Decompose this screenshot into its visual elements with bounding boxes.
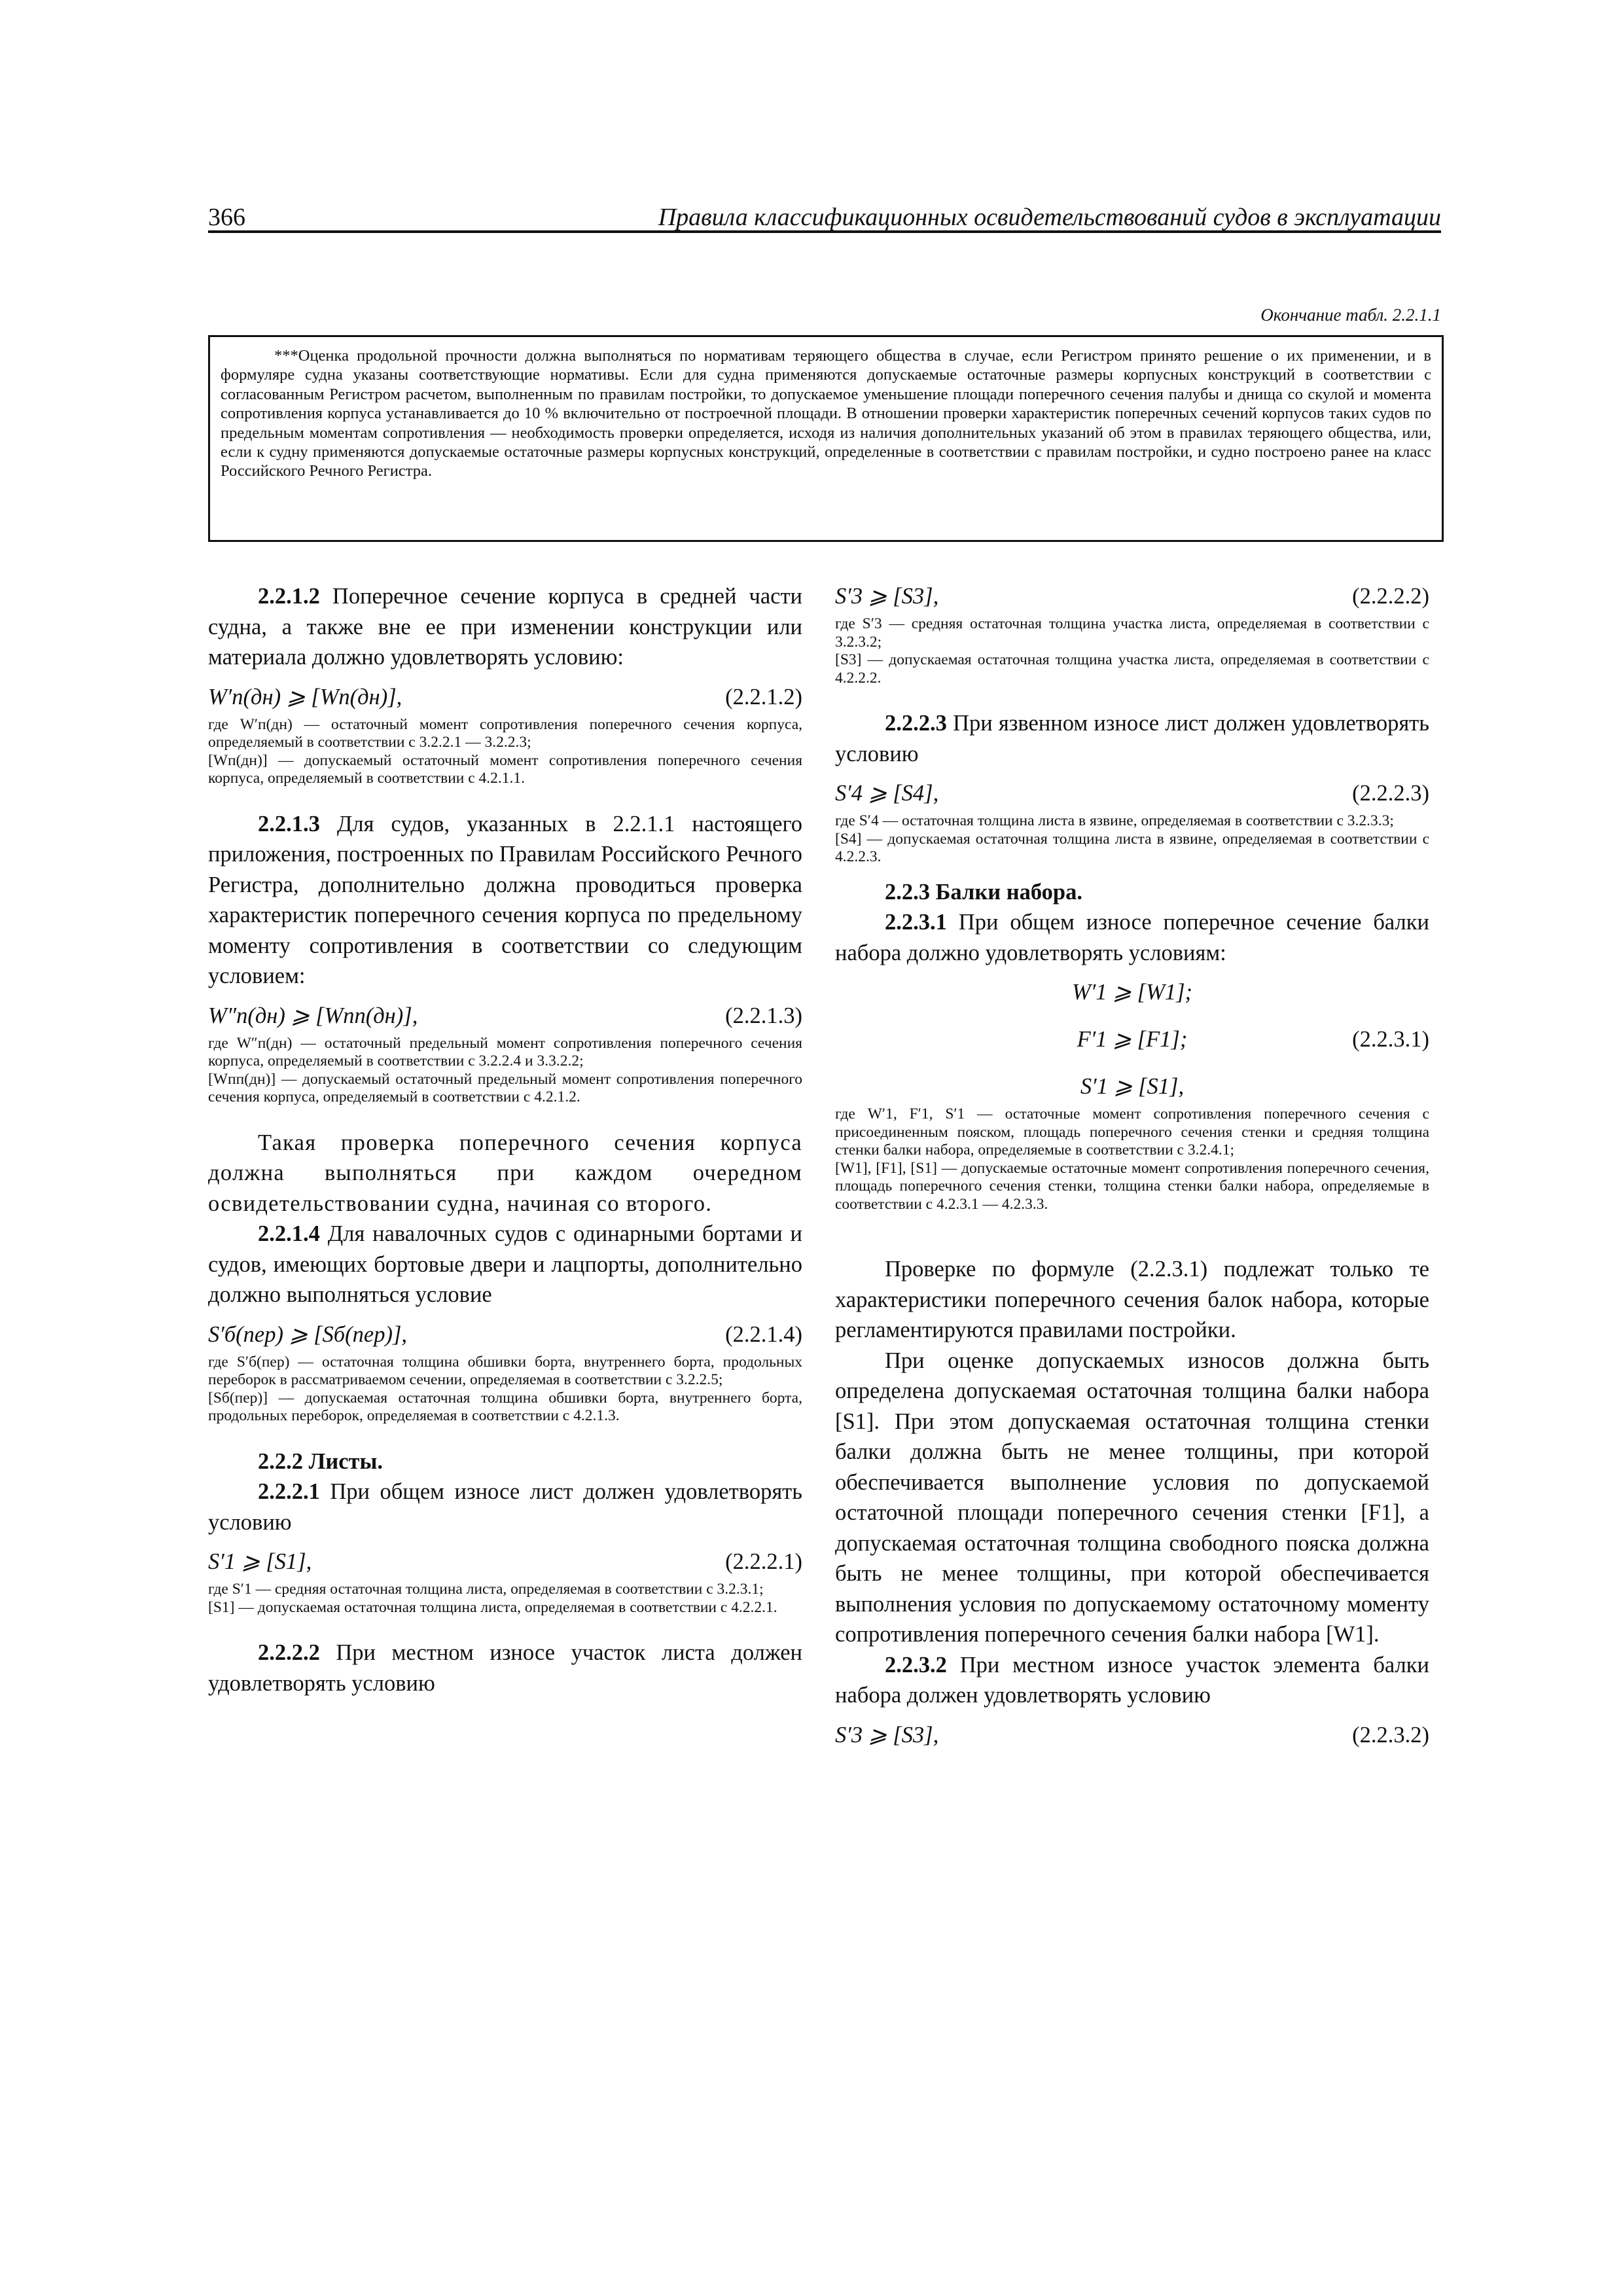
legend-description: остаточный предельный момент сопротивления поперечного сечения корпуса, определяемый в соответствии с 3.2.2.4 и 3.3.2.2;	[208, 1034, 802, 1069]
formula-legend	[835, 1105, 1429, 1213]
formula-2-2-2-1	[208, 1547, 802, 1577]
legend-item	[208, 1390, 802, 1426]
legend-description: допускаемые остаточные момент сопротивления поперечного сечения, площадь поперечного сечения стенки, толщина стенки балки набора, определяемые в соответствии с 4.2.3.1 — 4.2.3.3.	[835, 1159, 1429, 1213]
clause-text: При местном износе участок элемента балки набора должен удовлетворять условию	[835, 1652, 1429, 1708]
formula-legend	[208, 1581, 802, 1617]
legend-item	[835, 615, 1429, 651]
table-footnote: ***Оценка продольной прочности должна выполняться по нормативам теряющего общества в случае, если Регистром принято решение о их применении, и в формуляре судна указаны соответствующие нормативы. Если для судна применяются допускаемые остаточные размеры корпусных конструкций в соответствии с согласованным Регистром расчетом, выполненным по правилам постройки, то допускаемое уменьшение площади поперечного сечения палубы и днища со скулой и момента сопротивления корпуса устанавливается до 10 % включительно от построечной площади. В отношении проверки характеристик поперечных сечений корпусов таких судов по предельным моментам сопротивления — необходимость проверки определяется, исходя из наличия дополнительных указаний об этом в правилах теряющего общества, или, если к судну применяются допускаемые остаточные размеры корпусных конструкций, определенные в соответствии с правилам постройки, и судно построено ранее на класс Российского Речного Регистра.	[221, 347, 1431, 480]
clause-number: 2.2.1.4	[258, 1221, 320, 1246]
table-footnote-box	[208, 335, 1444, 542]
legend-term: где W′п(дн) —	[208, 715, 331, 733]
formula-lhs: S′1	[208, 1549, 236, 1574]
formula-expression	[835, 778, 938, 808]
formula-expression	[208, 682, 402, 712]
clause-number: 2.2.2.2	[258, 1640, 320, 1665]
formula-rhs: [Wпп(дн)],	[315, 1003, 418, 1028]
legend-description: остаточная толщина обшивки борта, внутреннего борта, продольных переборок в рассматриваемом сечении, определяемая в соответствии с 3.2.2.5;	[208, 1353, 802, 1388]
right-column	[835, 581, 1429, 1754]
running-title: Правила классификационных освидетельствований судов в эксплуатации	[658, 204, 1441, 231]
legend-item	[835, 812, 1429, 831]
legend-term: где S′б(пер) —	[208, 1353, 322, 1371]
paragraph-2-2-1-4	[208, 1219, 802, 1310]
legend-description: остаточные момент сопротивления поперечного сечения с присоединенным пояском, площадь поперечного сечения стенки и средняя толщина стенки балки набора, определяемые в соответствии с 3.2.4.1;	[835, 1105, 1429, 1158]
formula-rhs: [S3],	[893, 1722, 939, 1748]
formula-operator: ⩾	[281, 684, 312, 709]
legend-term: [Wпп(дн)] —	[208, 1070, 302, 1088]
formula-2-2-1-4	[208, 1319, 802, 1350]
formula-rhs: [S3],	[893, 584, 939, 609]
formula-lhs: W″п(дн)	[208, 1003, 285, 1028]
formula-expression: W′1 ⩾ [W1];	[1071, 980, 1193, 1005]
formula-expression: F′1 ⩾ [F1];	[1077, 1027, 1188, 1052]
formula-2-2-3-1-line-3	[835, 1071, 1429, 1102]
formula-legend	[835, 812, 1429, 867]
legend-item	[208, 716, 802, 752]
formula-2-2-2-3	[835, 778, 1429, 808]
paragraph-2-2-2-1	[208, 1477, 802, 1537]
formula-number: (2.2.3.2)	[1352, 1722, 1429, 1748]
clause-text: Для навалочных судов с одинарными бортами и судов, имеющих бортовые двери и лацпорты, дополнительно должно выполняться условие	[208, 1221, 802, 1307]
legend-description: остаточная толщина листа в язвине, определяемая в соответствии с 3.2.3.3;	[901, 812, 1394, 829]
left-column	[208, 581, 802, 1698]
formula-number: (2.2.3.1)	[1352, 1027, 1429, 1052]
formula-lhs: S′3	[835, 1722, 863, 1748]
clause-number: 2.2.1.2	[258, 584, 320, 609]
clause-number: 2.2.2.3	[885, 711, 947, 736]
legend-term: где W′1, F′1, S′1 —	[835, 1105, 1005, 1122]
section-heading-sheets: 2.2.2 Листы.	[258, 1448, 383, 1474]
legend-item	[208, 1035, 802, 1071]
page-header	[208, 204, 1441, 233]
paragraph-2-2-2-2	[208, 1638, 802, 1698]
legend-item	[835, 831, 1429, 867]
legend-item	[208, 1071, 802, 1107]
formula-number: (2.2.1.3)	[725, 1003, 802, 1028]
clause-text: При язвенном износе лист должен удовлетворять условию	[835, 711, 1429, 766]
clause-number: 2.2.2.1	[258, 1479, 320, 1504]
legend-term: [Wп(дн)] —	[208, 751, 304, 769]
formula-lhs: W′п(дн)	[208, 684, 281, 709]
legend-item	[835, 1160, 1429, 1214]
legend-description: допускаемый остаточный момент сопротивления поперечного сечения корпуса, определяемый в соответствии с 4.2.1.1.	[208, 751, 803, 787]
legend-description: средняя остаточная толщина листа, определяемая в соответствии с 3.2.3.1;	[274, 1581, 764, 1598]
formula-lhs: S′б(пер)	[208, 1321, 283, 1347]
legend-item	[835, 1105, 1429, 1160]
formula-2-2-1-3	[208, 1001, 802, 1031]
formula-2-2-1-2	[208, 682, 802, 712]
formula-legend	[208, 1035, 802, 1107]
paragraph-2-2-1-2	[208, 581, 802, 673]
legend-description: допускаемая остаточная толщина листа, определяемая в соответствии с 4.2.2.1.	[257, 1598, 777, 1616]
legend-term: где S′1 —	[208, 1581, 275, 1598]
legend-description: средняя остаточная толщина участка листа, определяемая в соответствии с 3.2.3.2;	[835, 615, 1429, 651]
paragraph-check-note: Такая проверка поперечного сечения корпуса должна выполняться при каждом очередном освидетельствовании судна, начиная со второго.	[208, 1130, 802, 1216]
legend-item	[208, 752, 802, 788]
clause-number: 2.2.1.3	[258, 811, 320, 836]
formula-operator: ⩾	[236, 1549, 266, 1574]
formula-rhs: [S4],	[893, 781, 939, 806]
formula-expression	[208, 1001, 418, 1031]
formula-operator: ⩾	[863, 781, 893, 806]
legend-description: остаточный момент сопротивления поперечного сечения корпуса, определяемый в соответствии с 3.2.2.1 — 3.2.2.3;	[208, 715, 803, 751]
formula-expression	[208, 1547, 312, 1577]
formula-operator: ⩾	[285, 1003, 316, 1028]
clause-text: При общем износе поперечное сечение балки набора должно удовлетворять условиям:	[835, 910, 1429, 965]
clause-text: При общем износе лист должен удовлетворять условию	[208, 1479, 802, 1535]
formula-2-2-2-2	[835, 581, 1429, 611]
legend-term: [S4] —	[835, 830, 888, 848]
table-continuation-label: Окончание табл. 2.2.1.1	[1260, 305, 1441, 325]
formula-expression	[208, 1319, 407, 1350]
formula-number: (2.2.2.2)	[1352, 584, 1429, 609]
formula-number: (2.2.1.2)	[725, 684, 802, 709]
formula-operator: ⩾	[863, 1722, 893, 1748]
clause-text: При местном износе участок листа должен удовлетворять условию	[208, 1640, 802, 1696]
paragraph-formula-check-note: Проверке по формуле (2.2.3.1) подлежат только те характеристики поперечного сечения балок набора, которые регламентируются правилами постройки.	[835, 1257, 1429, 1342]
legend-term: [S3] —	[835, 651, 889, 668]
formula-expression	[835, 581, 938, 611]
formula-2-2-3-2	[835, 1720, 1429, 1750]
legend-term: где S′4 —	[835, 812, 902, 829]
legend-term: [Sб(пер)] —	[208, 1389, 305, 1407]
legend-description: допускаемая остаточная толщина листа в язвине, определяемая в соответствии с 4.2.2.3.	[835, 830, 1429, 865]
formula-legend	[835, 615, 1429, 687]
section-heading-framing-beams: 2.2.3 Балки набора.	[885, 879, 1082, 905]
formula-number: (2.2.2.1)	[725, 1549, 802, 1574]
formula-operator: ⩾	[283, 1321, 314, 1347]
page-number: 366	[208, 204, 245, 231]
clause-number: 2.2.3.2	[885, 1652, 947, 1677]
formula-rhs: [Sб(пер)],	[313, 1321, 407, 1347]
paragraph-2-2-2-3	[835, 708, 1429, 769]
legend-term: где S′3 —	[835, 615, 912, 632]
paragraph-allowable-wear: При оценке допускаемых износов должна быть определена допускаемая остаточная толщина балки набора [S1]. При этом допускаемая остаточная толщина стенки балки должна быть не менее толщины, при которой обеспечивается выполнение условия по допускаемой остаточной площади поперечного сечения стенки [F1], а допускаемая остаточная толщина свободного пояска должна быть не менее толщины, при которой обеспечивается выполнения условия по допускаемому остаточному моменту сопротивления поперечного сечения балки набора [W1].	[835, 1348, 1429, 1647]
formula-legend	[208, 716, 802, 788]
legend-term: [W1], [F1], [S1] —	[835, 1159, 962, 1177]
formula-number: (2.2.1.4)	[725, 1321, 802, 1347]
legend-item	[208, 1581, 802, 1599]
formula-expression: S′1 ⩾ [S1],	[1080, 1074, 1185, 1099]
paragraph-2-2-3-1	[835, 907, 1429, 968]
formula-expression	[835, 1720, 938, 1750]
formula-rhs: [Wп(дн)],	[311, 684, 402, 709]
formula-number: (2.2.2.3)	[1352, 781, 1429, 806]
formula-lhs: S′3	[835, 584, 863, 609]
paragraph-2-2-3-2	[835, 1650, 1429, 1711]
legend-term: [S1] —	[208, 1598, 258, 1616]
formula-rhs: [S1],	[266, 1549, 312, 1574]
clause-text: Для судов, указанных в 2.2.1.1 настоящего приложения, построенных по Правилам Российского Речного Регистра, дополнительно должна проводиться проверка характеристик поперечного сечения корпуса по предельному моменту сопротивления в соответствии со следующим условием:	[208, 811, 802, 988]
legend-description: допускаемая остаточная толщина участка листа, определяемая в соответствии с 4.2.2.2.	[835, 651, 1429, 687]
formula-legend	[208, 1354, 802, 1426]
formula-lhs: S′4	[835, 781, 863, 806]
clause-number: 2.2.3.1	[885, 910, 947, 935]
formula-2-2-3-1-line-1	[835, 977, 1429, 1007]
clause-text: Поперечное сечение корпуса в средней части судна, а также вне ее при изменении конструкции или материала должно удовлетворять условию:	[208, 584, 802, 670]
legend-item	[835, 651, 1429, 687]
paragraph-2-2-1-3	[208, 809, 802, 992]
formula-2-2-3-1-line-2	[835, 1024, 1429, 1054]
legend-description: допускаемая остаточная толщина обшивки борта, внутреннего борта, продольных переборок, определяемая в соответствии с 4.2.1.3.	[208, 1389, 802, 1424]
legend-term: где W″п(дн) —	[208, 1034, 325, 1052]
legend-item	[208, 1354, 802, 1390]
formula-operator: ⩾	[863, 584, 893, 609]
legend-item	[208, 1599, 802, 1617]
legend-description: допускаемый остаточный предельный момент сопротивления поперечного сечения корпуса, определяемый в соответствии с 4.2.1.2.	[208, 1070, 802, 1105]
